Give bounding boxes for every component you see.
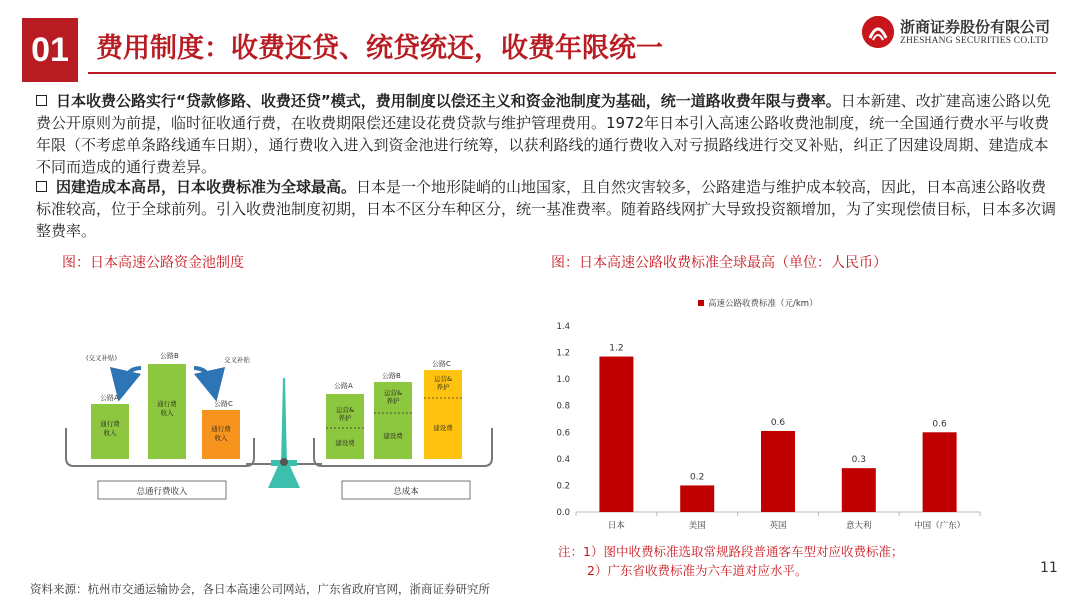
checkbox-bullet-icon: [36, 181, 47, 192]
right-road-a-construction: 建设费: [335, 439, 355, 447]
x-tick-label: 意大利: [846, 521, 872, 531]
total-cost-label: 总成本: [393, 487, 419, 497]
y-tick-label: 0.2: [556, 481, 570, 492]
bar-1: [680, 485, 714, 512]
fulcrum-stand: [268, 466, 300, 488]
road-b-label: 公路B: [160, 352, 179, 360]
logo-mark-icon: [862, 16, 894, 48]
cross-subsidy-arrow-left-icon: [122, 368, 141, 386]
note-line-2: 2）广东省收费标准为六车道对应水平。: [587, 563, 808, 578]
legend-label: 高速公路收费标准（元/km）: [708, 299, 818, 309]
checkbox-bullet-icon: [36, 95, 47, 106]
bar-2: [761, 431, 795, 512]
data-label: 0.6: [932, 419, 947, 430]
fulcrum-pillar: [281, 378, 287, 466]
y-tick-label: 0.4: [556, 454, 570, 465]
cross-subsidy-arrow-right-icon: [194, 368, 213, 386]
note-line-1: 注：1）图中收费标准选取常规路段普通客车型对应收费标准；: [558, 544, 904, 559]
y-tick-label: 0.8: [556, 401, 570, 412]
bullet-1-bold: 日本收费公路实行“贷款修路、收费还贷”模式，费用制度以偿还主义和资金池制度为基础，统一道路收费年限与费率。: [56, 92, 841, 110]
right-road-a-label: 公路A: [334, 382, 353, 390]
road-a-label: 公路A: [100, 394, 119, 402]
data-label: 0.6: [770, 417, 786, 428]
data-label: 1.2: [609, 343, 624, 354]
page-number: 11: [1040, 560, 1058, 576]
right-road-a-bar: [326, 394, 364, 459]
y-tick-label: 0.0: [556, 508, 570, 518]
bullet-2-text: 日本是一个地形陡峭的山地国家，且自然灾害较多，公路建造与维护成本较高，因此，日本高速公路收费标准较高，位于全球前列。引入收费池制度初期，日本不区分车种区分，统一基准费率。随着路线网扩大导致投资额增加，为了实现偿债目标，日本多次调整费率。: [36, 178, 1057, 240]
data-source: 资料来源：杭州市交通运输协会，各日本高速公司网站，广东省政府官网，浙商证券研究所: [30, 582, 490, 596]
chart-notes: [558, 542, 903, 580]
x-tick-label: 美国: [688, 521, 706, 531]
y-tick-label: 1.0: [556, 375, 570, 386]
cross-subsidy-left-label: (交叉补贴): [86, 354, 118, 362]
y-tick-label: 1.4: [556, 322, 570, 332]
bar-3: [842, 468, 876, 512]
page-title: 费用制度：收费还贷、统贷统还，收费年限统一: [96, 33, 663, 64]
cross-subsidy-right-label: 交叉补贴: [224, 356, 250, 364]
logo-text-cn: 浙商证券股份有限公司: [900, 18, 1051, 36]
title-divider: [88, 72, 1056, 74]
data-label: 0.2: [690, 472, 705, 483]
road-b-income: 通行费收入: [157, 400, 177, 417]
logo-text-en: ZHESHANG SECURITIES CO.LTD: [900, 36, 1049, 46]
bullet-point-2: [36, 176, 1056, 242]
bullet-2-bold: 因建造成本高昂，日本收费标准为全球最高。: [56, 178, 357, 196]
toll-standard-bar-chart: [540, 288, 990, 538]
figure-right-title: 图：日本高速公路收费标准全球最高（单位：人民币）: [551, 255, 887, 271]
right-road-c-label: 公路C: [432, 360, 451, 368]
road-c-income: 通行费收入: [211, 425, 231, 442]
y-tick-label: 1.2: [556, 348, 570, 359]
section-number: 01: [22, 18, 78, 82]
y-tick-label: 0.6: [556, 428, 570, 439]
right-road-b-ops: 运营&养护: [383, 389, 403, 405]
x-tick-label: 中国（广东）: [914, 521, 966, 531]
bullet-point-1: [36, 90, 1056, 178]
legend-swatch: [698, 300, 704, 306]
x-tick-label: 日本: [607, 521, 625, 531]
bar-0: [599, 357, 633, 512]
bar-4: [923, 432, 957, 512]
figure-left-title: 图：日本高速公路资金池制度: [62, 255, 244, 271]
total-income-label: 总通行费收入: [136, 487, 188, 497]
toll-pool-diagram: [56, 338, 506, 508]
road-c-label: 公路C: [214, 400, 233, 408]
right-road-b-label: 公路B: [382, 372, 401, 380]
company-logo: [862, 14, 1062, 54]
road-a-income: 通行费收入: [100, 420, 120, 437]
right-road-c-construction: 建设费: [433, 424, 453, 432]
right-road-a-ops: 运营&养护: [335, 406, 355, 422]
right-road-c-ops: 运营&养护: [433, 375, 453, 391]
right-road-b-construction: 建设费: [383, 432, 403, 440]
data-label: 0.3: [851, 455, 866, 466]
bullet-1-text: 日本新建、改扩建高速公路以免费公开原则为前提，临时征收通行费，在收费期限偿还建设花费贷款与维护管理费用。1972年日本引入高速公路收费池制度，统一全国通行费水平与收费年限（不考虑单条路线通车日期），通行费收入进入到资金池进行统筹，以获利路线的通行费收入对亏损路线进行交叉补贴，纠正了因建设周期、建造成本不同而造成的通行费差异。: [36, 92, 1051, 176]
x-tick-label: 英国: [769, 521, 787, 531]
